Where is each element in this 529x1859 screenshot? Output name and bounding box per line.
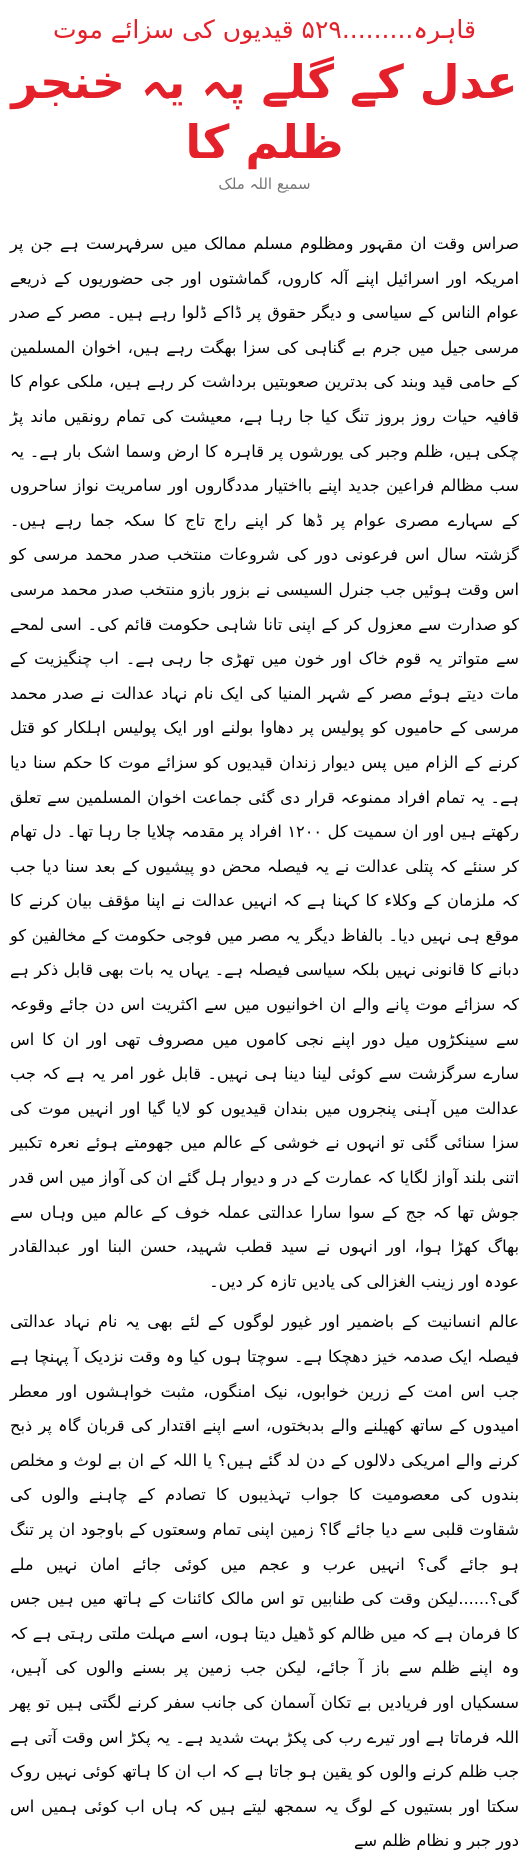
paragraph: عالم انسانیت کے باضمیر اور غیور لوگوں کے لئے بھی یہ نام نہاد عدالتی فیصلہ ایک صدمہ خیز دھچکا ہے۔ سوچتا ہوں کیا وہ وقت نزدیک آ پہنچا ہے جب اس امت کے زرین خوابوں، نیک امنگوں، مثبت خواہشوں اور معطر امیدوں کے ساتھ کھیلنے والے بدبختوں، اسے اپنے اقتدار کی قربان گاہ پر ذبح کرنے والے امریکی دلالوں کے دن لد گئے ہیں؟ یا اللہ کے ان بے لوث و مخلص بندوں کی معصومیت کا جواب تہذیبوں کا تصادم کے چاہنے والوں کی شقاوت قلبی سے دیا جائے گا؟ زمین اپنی تمام وسعتوں کے باوجود ان پر تنگ ہو جائے گی؟ انہیں عرب و عجم میں کوئی جائے امان نہیں ملے گی؟......لیکن وقت کی طنابیں تو اس مالک کائنات کے ہاتھ میں ہیں جس کا فرمان ہے کہ میں ظالم کو ڈھیل دیتا ہوں، اسے مہلت ملتی رہتی ہے کہ وہ اپنے ظلم سے باز آ جائے، لیکن جب زمین پر بسنے والوں کی آہیں، سسکیاں اور فریادیں بے تکان آسمان کی جانب سفر کرنے لگتی ہیں تو پھر اللہ فرماتا ہے اور تیرے رب کی پکڑ بہت شدید ہے۔ یہ پکڑ اس وقت آتی ہے جب ظلم کرنے والوں کو یقین ہو جاتا ہے کہ اب ان کا ہاتھ کوئی نہیں روک سکتا اور بستیوں کے لوگ یہ سمجھ لیتے ہیں کہ ہاں اب کوئی ہمیں اس دور جبر و نظام ظلم سے xyxy=(10,1312,519,1851)
paragraph: صراس وقت ان مقہور ومظلوم مسلم ممالک میں سرفہرست ہے جن پر امریکہ اور اسرائیل اپنے آلہ کاروں، گماشتوں اور جی حضوریوں کے ذریعے عوام الناس کے سیاسی و دیگر حقوق پر ڈاکے ڈلوا رہے ہیں۔ مصر کے صدر مرسی جیل میں جرم بے گناہی کی سزا بھگت رہے ہیں، اخوان المسلمین کے حامی قید وبند کی بدترین صعوبتیں برداشت کر رہے ہیں، ملکی عوام کا قافیہ حیات روز بروز تنگ کیا جا رہا ہے، معیشت کی تمام رونقیں ماند پڑ چکی ہیں، ظلم وجبر کی یورشوں پر قاہرہ کا ارض وسما اشک بار ہے۔ یہ سب مظالم فراعین جدید اپنے بااختیار مددگاروں اور سامریت نواز ساحروں کے سہارے مصری عوام پر ڈھا کر اپنے راج تاج کا سکہ جما رہے ہیں۔ گزشتہ سال اس فرعونی دور کی شروعات منتخب صدر محمد مرسی کو اس وقت ہوئیں جب جنرل السیسی نے بزور بازو منتخب صدر محمد مرسی کو صدارت سے معزول کر کے اپنی تانا شاہی حکومت قائم کی۔ اسی لمحے سے متواتر یہ قوم خاک اور خون میں تھڑی جا رہی ہے۔ اب چنگیزیت کے مات دیتے ہوئے مصر کے شہر المنیا کی ایک نام نہاد عدالت نے صدر محمد مرسی کے حامیوں کو پولیس پر دھاوا بولنے اور ایک پولیس اہلکار کو قتل کرنے کے الزام میں پس دیوار زندان قیدیوں کو سزائے موت کا حکم سنا دیا ہے۔ یہ تمام افراد ممنوعہ قرار دی گئی جماعت اخوان المسلمین سے تعلق رکھتے ہیں اور ان سمیت کل ۱۲۰۰ افراد پر مقدمہ چلایا جا رہا تھا۔ دل تھام کر سنئے کہ پتلی عدالت نے یہ فیصلہ محض دو پیشیوں کے بعد سنا دیا جب کہ ملزمان کے وکلاء کا کہنا ہے کہ انہیں عدالت نے اپنا مؤقف بیان کرنے کا موقع ہی نہیں دیا۔ بالفاظ دیگر یہ مصر میں فوجی حکومت کے مخالفین کو دبانے کا قانونی نہیں بلکہ سیاسی فیصلہ ہے۔ یہاں یہ بات بھی قابل ذکر ہے کہ سزائے موت پانے والے ان اخوانیوں میں سے اکثریت اس دن جائے وقوعہ سے سینکڑوں میل دور اپنے نجی کاموں میں مصروف تھی اور ان کا اس سارے سرگزشت سے کوئی لینا دینا ہی نہیں۔ قابل غور امر یہ ہے کہ جب عدالت میں آہنی پنجروں میں بندان قیدیوں کو لایا گیا اور انہیں موت کی سزا سنائی گئی تو انہوں نے خوشی کے عالم میں جھومتے ہوئے نعرہ تکبیر اتنی بلند آواز لگایا کہ عمارت کے در و دیوار ہل گئے ان کی آواز میں اس قدر جوش تھا کہ جج کے سوا سارا عدالتی عملہ خوف کے عالم میں وہاں سے بھاگ کھڑا ہوا، اور انہوں نے سید قطب شہید، حسن البنا اور عبدالقادر عودہ اور زینب الغزالی کی یادیں تازہ کر دیں۔ xyxy=(10,234,519,1291)
article-header xyxy=(0,0,529,194)
author-byline: سمیع اللہ ملک xyxy=(218,175,311,193)
kicker: قاہرہ.........۵۲۹ قیدیوں کی سزائے موت xyxy=(53,15,476,44)
article-body xyxy=(10,227,519,1859)
headline: عدل کے گلے پہ یہ خنجر ظلم کا xyxy=(11,55,518,169)
